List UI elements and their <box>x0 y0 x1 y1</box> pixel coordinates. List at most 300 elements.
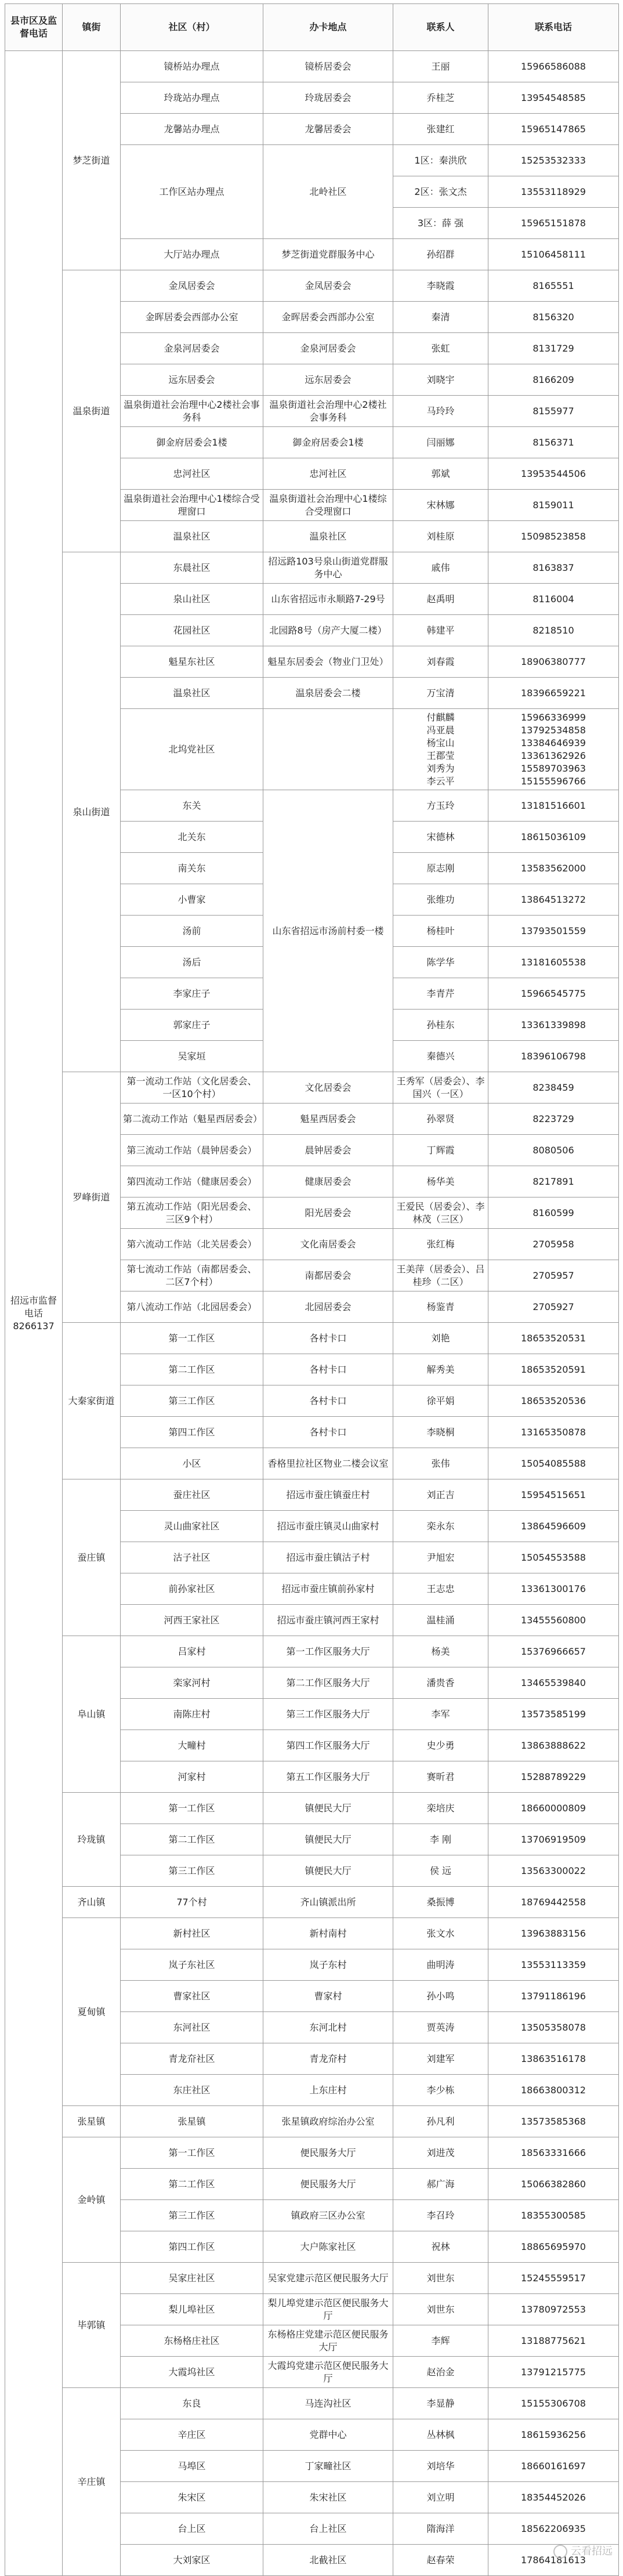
contact-cell: 隋海洋 <box>393 2513 488 2545</box>
contact-cell: 郝广海 <box>393 2169 488 2200</box>
location-cell: 招远市蚕庄镇蚕庄村 <box>263 1479 393 1511</box>
phone-cell: 15966586088 <box>488 51 619 82</box>
contact-cell: 戚伟 <box>393 552 488 584</box>
location-cell: 各村卡口 <box>263 1385 393 1417</box>
community-cell: 吴家垣 <box>121 1041 263 1072</box>
phone-cell: 18663800312 <box>488 2075 619 2106</box>
location-cell: 龙馨居委会 <box>263 114 393 145</box>
location-cell: 东杨格庄党建示范区便民服务大厅 <box>263 2325 393 2357</box>
phone-cell: 8160599 <box>488 1197 619 1229</box>
contact-cell: 杨桂叶 <box>393 916 488 947</box>
community-cell: 新村社区 <box>121 1918 263 1949</box>
community-cell: 南关东 <box>121 853 263 884</box>
community-cell: 台上区 <box>121 2513 263 2545</box>
table-row <box>5 1887 619 1918</box>
table-row <box>5 552 619 584</box>
contact-cell: 尹旭宏 <box>393 1542 488 1573</box>
community-cell: 马埠区 <box>121 2451 263 2482</box>
contact-cell: 孙凡利 <box>393 2106 488 2137</box>
phone-cell: 2705958 <box>488 1229 619 1260</box>
community-cell: 第四工作区 <box>121 1417 263 1448</box>
contact-cell: 赛昕君 <box>393 1761 488 1793</box>
location-cell: 台上社区 <box>263 2513 393 2545</box>
location-cell: 丁家疃社区 <box>263 2451 393 2482</box>
phone-cell: 13953544506 <box>488 458 619 490</box>
community-cell: 小区 <box>121 1448 263 1479</box>
contact-cell: 贾英涛 <box>393 2012 488 2043</box>
contact-cell: 温桂涌 <box>393 1605 488 1636</box>
community-cell: 第三流动工作站（晨钟居委会） <box>121 1135 263 1166</box>
contact-cell: 原志刚 <box>393 853 488 884</box>
contact-cell: 栾培庆 <box>393 1793 488 1824</box>
phone-cell: 18355300585 <box>488 2200 619 2231</box>
table-row <box>5 1323 619 1354</box>
contact-cell: 刘艳 <box>393 1323 488 1354</box>
community-cell: 北关东 <box>121 822 263 853</box>
phone-cell: 18865695970 <box>488 2231 619 2263</box>
community-cell: 张星镇 <box>121 2106 263 2137</box>
header-town: 镇街 <box>63 4 121 51</box>
location-cell: 第二工作区服务大厅 <box>263 1667 393 1699</box>
county-name: 招远市监督电话 <box>10 1294 57 1319</box>
community-cell: 镜桥站办理点 <box>121 51 263 82</box>
location-cell: 便民服务大厅 <box>263 2137 393 2169</box>
phone-cell: 13505358078 <box>488 2012 619 2043</box>
phone-cell: 18653520536 <box>488 1385 619 1417</box>
phone-cell: 8155977 <box>488 396 619 427</box>
community-cell: 第二工作区 <box>121 1354 263 1385</box>
phone-cell: 15106458111 <box>488 239 619 270</box>
phone-cell: 8116004 <box>488 584 619 615</box>
phone-cell: 13864596609 <box>488 1511 619 1542</box>
table-row <box>5 1072 619 1104</box>
location-cell: 魁星东居委会（物业门卫处） <box>263 646 393 678</box>
phone-cell: 13864513272 <box>488 884 619 916</box>
wechat-icon <box>553 2545 567 2559</box>
location-cell: 大霞坞党建示范区便民服务大厅 <box>263 2357 393 2388</box>
contact-cell: 马玲玲 <box>393 396 488 427</box>
phone-cell: 15098523858 <box>488 521 619 552</box>
community-cell: 第二工作区 <box>121 2169 263 2200</box>
contact-cell: 刘春霞 <box>393 646 488 678</box>
phone-cell: 8217891 <box>488 1166 619 1197</box>
contact-cell: 赵春荣 <box>393 2545 488 2576</box>
table-row <box>5 2137 619 2169</box>
community-cell: 汤前 <box>121 916 263 947</box>
location-cell: 健康居委会 <box>263 1166 393 1197</box>
location-cell: 镇便民大厅 <box>263 1824 393 1855</box>
phone-cell: 18396659221 <box>488 678 619 709</box>
location-cell: 党群中心 <box>263 2419 393 2451</box>
location-cell: 岚子东村 <box>263 1949 393 1981</box>
contact-cell: 李少栋 <box>393 2075 488 2106</box>
phone-cell: 8159011 <box>488 490 619 521</box>
table-row <box>5 270 619 302</box>
contact-cell: 李 刚 <box>393 1824 488 1855</box>
phone-cell: 18615036109 <box>488 822 619 853</box>
town-cell: 梦芝街道 <box>63 51 121 270</box>
community-cell: 栾家河村 <box>121 1667 263 1699</box>
location-cell: 温泉居委会二楼 <box>263 678 393 709</box>
county-phone: 8266137 <box>13 1320 55 1332</box>
community-cell: 第三工作区 <box>121 1385 263 1417</box>
town-cell: 阜山镇 <box>63 1636 121 1793</box>
contact-cell: 解秀美 <box>393 1354 488 1385</box>
location-cell: 文化南居委会 <box>263 1229 393 1260</box>
contact-cell: 付麒麟 冯亚晨 杨宝山 王郡莹 刘秀为 李云平 <box>393 709 488 790</box>
contact-cell: 刘桂原 <box>393 521 488 552</box>
contact-cell: 李召玲 <box>393 2200 488 2231</box>
community-cell: 远东居委会 <box>121 364 263 396</box>
community-cell: 梨儿埠社区 <box>121 2294 263 2325</box>
location-cell: 第五工作区服务大厅 <box>263 1761 393 1793</box>
phone-cell: 13793501559 <box>488 916 619 947</box>
community-cell: 吴家庄社区 <box>121 2263 263 2294</box>
contact-cell: 韩建平 <box>393 615 488 646</box>
phone-cell: 17864181613 <box>488 2545 619 2576</box>
location-cell <box>263 709 393 790</box>
contact-cell: 刘建军 <box>393 2043 488 2075</box>
community-cell: 第五流动工作站（阳光居委会、三区9个村） <box>121 1197 263 1229</box>
location-cell: 新村南村 <box>263 1918 393 1949</box>
contact-cell: 王美萍（居委会）、吕桂珍（二区） <box>393 1260 488 1291</box>
phone-cell: 8165551 <box>488 270 619 302</box>
phone-cell: 15288789229 <box>488 1761 619 1793</box>
community-cell: 第八流动工作站（北园居委会） <box>121 1291 263 1323</box>
community-cell: 工作区站办理点 <box>121 145 263 239</box>
community-cell: 南陈庄村 <box>121 1699 263 1730</box>
location-cell: 玲珑居委会 <box>263 82 393 114</box>
community-cell: 温泉街道社会治理中心2楼社会事务科 <box>121 396 263 427</box>
community-cell: 御金府居委会1楼 <box>121 427 263 458</box>
location-cell: 镜桥居委会 <box>263 51 393 82</box>
community-cell: 第一工作区 <box>121 1793 263 1824</box>
community-cell: 金凤居委会 <box>121 270 263 302</box>
community-cell: 蚕庄社区 <box>121 1479 263 1511</box>
contact-cell: 张虹 <box>393 333 488 364</box>
location-cell: 御金府居委会1楼 <box>263 427 393 458</box>
location-cell: 晨钟居委会 <box>263 1135 393 1166</box>
contact-table <box>5 3 619 2576</box>
contact-cell: 秦清 <box>393 302 488 333</box>
location-cell: 北园居委会 <box>263 1291 393 1323</box>
phone-cell: 18653520591 <box>488 1354 619 1385</box>
town-cell: 泉山街道 <box>63 552 121 1072</box>
location-cell: 北园路8号（房产大厦二楼） <box>263 615 393 646</box>
community-cell: 龙馨站办理点 <box>121 114 263 145</box>
header-phone: 联系电话 <box>488 4 619 51</box>
contact-cell: 刘晓宇 <box>393 364 488 396</box>
location-cell: 山东省招远市汤前村委一楼 <box>263 790 393 1072</box>
location-cell: 镇政府三区办公室 <box>263 2200 393 2231</box>
contact-cell: 李显静 <box>393 2388 488 2419</box>
phone-cell: 13455560800 <box>488 1605 619 1636</box>
contact-cell: 张文水 <box>393 1918 488 1949</box>
contact-cell: 张建红 <box>393 114 488 145</box>
location-cell: 招远市蚕庄镇灵山曲家村 <box>263 1511 393 1542</box>
phone-cell: 8156320 <box>488 302 619 333</box>
location-cell: 曹家村 <box>263 1981 393 2012</box>
town-cell: 毕郭镇 <box>63 2263 121 2388</box>
location-cell: 阳光居委会 <box>263 1197 393 1229</box>
location-cell: 东河北村 <box>263 2012 393 2043</box>
watermark-text: 云看招远 <box>571 2545 613 2557</box>
phone-cell: 13181516601 <box>488 790 619 822</box>
phone-cell: 13583562000 <box>488 853 619 884</box>
community-cell: 第四工作区 <box>121 2231 263 2263</box>
contact-cell: 王丽 <box>393 51 488 82</box>
phone-cell: 15965147865 <box>488 114 619 145</box>
contact-cell: 徐平娟 <box>393 1385 488 1417</box>
community-cell: 温泉街道社会治理中心1楼综合受理窗口 <box>121 490 263 521</box>
community-cell: 金晖居委会西部办公室 <box>121 302 263 333</box>
community-cell: 大刘家区 <box>121 2545 263 2576</box>
contact-cell: 刘世东 <box>393 2263 488 2294</box>
phone-cell: 18769442558 <box>488 1887 619 1918</box>
contact-cell: 李军 <box>393 1699 488 1730</box>
community-cell: 东良 <box>121 2388 263 2419</box>
table-row <box>5 1793 619 1824</box>
location-cell: 梦芝街道党群服务中心 <box>263 239 393 270</box>
phone-cell: 13165350878 <box>488 1417 619 1448</box>
header-contact: 联系人 <box>393 4 488 51</box>
phone-cell: 18396106798 <box>488 1041 619 1072</box>
community-cell: 北坞党社区 <box>121 709 263 790</box>
phone-cell: 18660161697 <box>488 2451 619 2482</box>
phone-cell: 13863516178 <box>488 2043 619 2075</box>
contact-cell: 孙翠贤 <box>393 1104 488 1135</box>
phone-cell: 13706919509 <box>488 1824 619 1855</box>
community-cell: 东晨社区 <box>121 552 263 584</box>
contact-cell: 杨美 <box>393 1636 488 1667</box>
contact-cell: 刘立明 <box>393 2482 488 2513</box>
contact-cell: 王志忠 <box>393 1573 488 1605</box>
contact-cell: 王秀军（居委会）、李国兴（一区） <box>393 1072 488 1104</box>
community-cell: 第二工作区 <box>121 1824 263 1855</box>
phone-cell: 13553118929 <box>488 176 619 208</box>
town-cell: 辛庄镇 <box>63 2388 121 2576</box>
location-cell: 忠河社区 <box>263 458 393 490</box>
community-cell: 金泉河居委会 <box>121 333 263 364</box>
contact-cell: 栾永东 <box>393 1511 488 1542</box>
location-cell: 第四工作区服务大厅 <box>263 1730 393 1761</box>
community-cell: 汤后 <box>121 947 263 978</box>
phone-cell: 18660000809 <box>488 1793 619 1824</box>
location-cell: 魁星西居委会 <box>263 1104 393 1135</box>
town-cell: 张星镇 <box>63 2106 121 2137</box>
community-cell: 第六流动工作站（北关居委会） <box>121 1229 263 1260</box>
county-cell <box>5 51 63 2576</box>
location-cell: 青龙夼村 <box>263 2043 393 2075</box>
contact-cell: 张伟 <box>393 1448 488 1479</box>
location-cell: 招远市蚕庄镇前孙家村 <box>263 1573 393 1605</box>
phone-cell: 8080506 <box>488 1135 619 1166</box>
town-cell: 夏甸镇 <box>63 1918 121 2106</box>
town-cell: 大秦家街道 <box>63 1323 121 1479</box>
phone-cell: 13963883156 <box>488 1918 619 1949</box>
phone-cell: 15155306708 <box>488 2388 619 2419</box>
contact-cell: 宋德林 <box>393 822 488 853</box>
contact-cell: 万宝清 <box>393 678 488 709</box>
location-cell: 招远市蚕庄镇沽子村 <box>263 1542 393 1573</box>
header-location: 办卡地点 <box>263 4 393 51</box>
location-cell: 第一工作区服务大厅 <box>263 1636 393 1667</box>
location-cell: 招远路103号泉山街道党群服务中心 <box>263 552 393 584</box>
community-cell: 第一工作区 <box>121 1323 263 1354</box>
town-cell: 金岭镇 <box>63 2137 121 2263</box>
location-cell: 便民服务大厅 <box>263 2169 393 2200</box>
community-cell: 李家庄子 <box>121 978 263 1010</box>
location-cell: 温泉街道社会治理中心2楼社会事务科 <box>263 396 393 427</box>
community-cell: 花园社区 <box>121 615 263 646</box>
location-cell: 温泉社区 <box>263 521 393 552</box>
community-cell: 第一工作区 <box>121 2137 263 2169</box>
phone-cell: 13791186196 <box>488 1981 619 2012</box>
location-cell: 北截社区 <box>263 2545 393 2576</box>
header-row <box>5 4 619 51</box>
phone-cell: 13188775621 <box>488 2325 619 2357</box>
location-cell: 金凤居委会 <box>263 270 393 302</box>
phone-cell: 2705957 <box>488 1260 619 1291</box>
table-row <box>5 51 619 82</box>
location-cell: 温泉街道社会治理中心1楼综合受理窗口 <box>263 490 393 521</box>
community-cell: 大厅站办理点 <box>121 239 263 270</box>
contact-cell: 2区：张文杰 <box>393 176 488 208</box>
town-cell: 温泉街道 <box>63 270 121 552</box>
phone-cell: 13361300176 <box>488 1573 619 1605</box>
community-cell: 第七流动工作站（南都居委会、二区7个村） <box>121 1260 263 1291</box>
phone-cell: 15054085588 <box>488 1448 619 1479</box>
contact-cell: 秦德兴 <box>393 1041 488 1072</box>
contact-cell: 3区：薛 强 <box>393 208 488 239</box>
contact-cell: 刘世东 <box>393 2294 488 2325</box>
contact-cell: 史少勇 <box>393 1730 488 1761</box>
phone-cell: 15054553588 <box>488 1542 619 1573</box>
contact-cell: 刘进茂 <box>393 2137 488 2169</box>
phone-cell: 13465539840 <box>488 1667 619 1699</box>
phone-cell: 13553113359 <box>488 1949 619 1981</box>
phone-cell: 8166209 <box>488 364 619 396</box>
contact-cell: 方玉玲 <box>393 790 488 822</box>
community-cell: 泉山社区 <box>121 584 263 615</box>
location-cell: 金泉河居委会 <box>263 333 393 364</box>
community-cell: 温泉社区 <box>121 678 263 709</box>
contact-cell: 赵治金 <box>393 2357 488 2388</box>
community-cell: 第四流动工作站（健康居委会） <box>121 1166 263 1197</box>
phone-cell: 8131729 <box>488 333 619 364</box>
community-cell: 灵山曲家社区 <box>121 1511 263 1542</box>
location-cell: 齐山镇派出所 <box>263 1887 393 1918</box>
phone-cell: 15245559517 <box>488 2263 619 2294</box>
community-cell: 温泉社区 <box>121 521 263 552</box>
phone-cell: 13181605538 <box>488 947 619 978</box>
location-cell: 香格里拉社区物业二楼会议室 <box>263 1448 393 1479</box>
phone-cell: 8218510 <box>488 615 619 646</box>
phone-cell: 2705927 <box>488 1291 619 1323</box>
phone-cell: 15966545775 <box>488 978 619 1010</box>
contact-cell: 桑振博 <box>393 1887 488 1918</box>
location-cell: 招远市蚕庄镇河西王家村 <box>263 1605 393 1636</box>
phone-cell: 18354452026 <box>488 2482 619 2513</box>
contact-cell: 李晓霞 <box>393 270 488 302</box>
location-cell: 各村卡口 <box>263 1323 393 1354</box>
contact-cell: 郭斌 <box>393 458 488 490</box>
location-cell: 上东庄村 <box>263 2075 393 2106</box>
phone-cell: 13361339898 <box>488 1010 619 1041</box>
location-cell: 金晖居委会西部办公室 <box>263 302 393 333</box>
location-cell: 南都居委会 <box>263 1260 393 1291</box>
contact-cell: 李青芹 <box>393 978 488 1010</box>
community-cell: 郭家庄子 <box>121 1010 263 1041</box>
phone-cell: 8163837 <box>488 552 619 584</box>
community-cell: 忠河社区 <box>121 458 263 490</box>
phone-cell: 13863888622 <box>488 1730 619 1761</box>
community-cell: 吕家村 <box>121 1636 263 1667</box>
contact-cell: 张红梅 <box>393 1229 488 1260</box>
location-cell: 第三工作区服务大厅 <box>263 1699 393 1730</box>
community-cell: 小曹家 <box>121 884 263 916</box>
contact-cell: 1区：秦洪欣 <box>393 145 488 176</box>
phone-cell: 15066382860 <box>488 2169 619 2200</box>
location-cell: 山东省招远市永顺路7-29号 <box>263 584 393 615</box>
contact-cell: 孙桂东 <box>393 1010 488 1041</box>
phone-cell: 13563300022 <box>488 1855 619 1887</box>
contact-cell: 潘贵香 <box>393 1667 488 1699</box>
community-cell: 岚子东社区 <box>121 1949 263 1981</box>
phone-cell: 8156371 <box>488 427 619 458</box>
phone-cell: 15965151878 <box>488 208 619 239</box>
community-cell: 沽子社区 <box>121 1542 263 1573</box>
town-cell: 罗峰街道 <box>63 1072 121 1323</box>
phone-cell: 18563331666 <box>488 2137 619 2169</box>
phone-cell: 8223729 <box>488 1104 619 1135</box>
phone-cell: 15253532333 <box>488 145 619 176</box>
contact-cell: 赵禹明 <box>393 584 488 615</box>
contact-cell: 李辉 <box>393 2325 488 2357</box>
contact-cell: 祝林 <box>393 2231 488 2263</box>
contact-cell: 孙绍群 <box>393 239 488 270</box>
contact-cell: 杨华美 <box>393 1166 488 1197</box>
contact-cell: 乔桂芝 <box>393 82 488 114</box>
phone-cell: 8238459 <box>488 1072 619 1104</box>
community-cell: 河西王家社区 <box>121 1605 263 1636</box>
location-cell: 文化居委会 <box>263 1072 393 1104</box>
contact-cell: 曲明涛 <box>393 1949 488 1981</box>
location-cell: 各村卡口 <box>263 1417 393 1448</box>
location-cell: 马连沟社区 <box>263 2388 393 2419</box>
location-cell: 北岭社区 <box>263 145 393 239</box>
contact-cell: 侯 远 <box>393 1855 488 1887</box>
phone-cell: 18615936256 <box>488 2419 619 2451</box>
community-cell: 大霞坞社区 <box>121 2357 263 2388</box>
phone-cell: 15954515651 <box>488 1479 619 1511</box>
contact-cell: 杨鉴青 <box>393 1291 488 1323</box>
phone-cell: 18906380777 <box>488 646 619 678</box>
community-cell: 77个村 <box>121 1887 263 1918</box>
phone-cell: 13780972553 <box>488 2294 619 2325</box>
table-row <box>5 1918 619 1949</box>
community-cell: 第三工作区 <box>121 2200 263 2231</box>
town-cell: 玲珑镇 <box>63 1793 121 1887</box>
contact-cell: 孙小鸣 <box>393 1981 488 2012</box>
phone-cell: 13954548585 <box>488 82 619 114</box>
phone-cell: 18562206935 <box>488 2513 619 2545</box>
contact-cell: 丁辉霞 <box>393 1135 488 1166</box>
location-cell: 张星镇政府综治办公室 <box>263 2106 393 2137</box>
contact-cell: 陈学华 <box>393 947 488 978</box>
header-county: 县市区及监督电话 <box>5 4 63 51</box>
community-cell: 玲珑站办理点 <box>121 82 263 114</box>
